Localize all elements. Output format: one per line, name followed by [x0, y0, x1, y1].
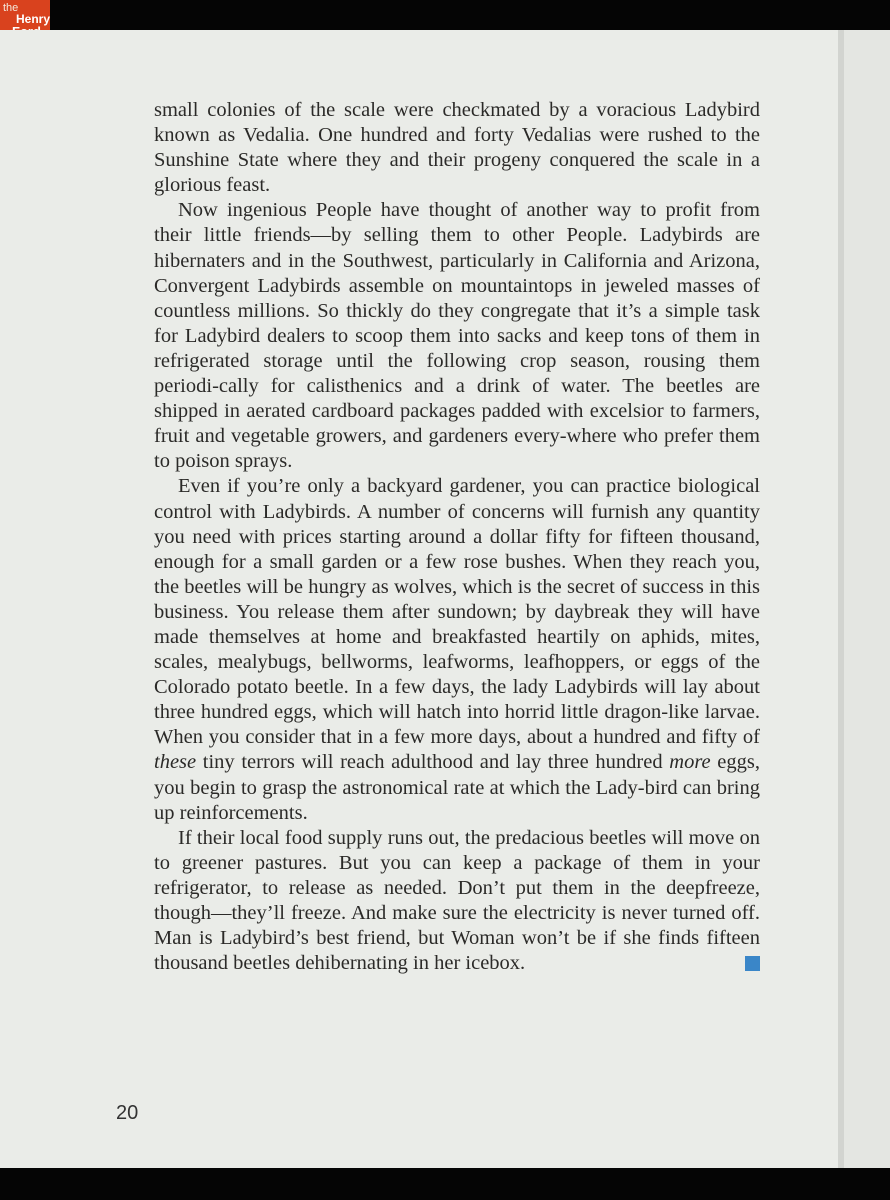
page-body-text: [154, 98, 760, 1088]
logo-henry-text: Henry: [16, 12, 51, 26]
paragraph-1: small colonies of the scale were checkmated by a voracious Ladybird known as Vedalia. One hundred and forty Vedalias were rushed to the Sunshine State where they and their progeny conquered the scale in a glorious feast.: [154, 99, 760, 197]
emphasis-more: more: [669, 751, 711, 774]
paragraph-3-part-3: eggs, you begin to grasp the astronomical rate at which the Lady-bird can bring up reinforcements.: [154, 751, 761, 824]
end-of-article-mark: [745, 956, 760, 971]
paragraph-2: Now ingenious People have thought of another way to profit from their little friends—by selling them to other People. Ladybirds are hibernaters and in the Southwest, particularly in California and Arizona, Convergent Ladybirds assemble on mountaintops in jeweled masses of countless millions. So thickly do they congregate that it’s a simple task for Ladybird dealers to scoop them into sacks and keep tons of them in refrigerated storage until the following crop season, rousing them periodi-cally for calisthenics and a drink of water. The beetles are shipped in aerated cardboard packages padded with excelsior to farmers, fruit and vegetable growers, and gardeners every-where who prefer them to poison sprays.: [154, 199, 760, 473]
paragraph-3: [154, 474, 760, 825]
page-number: 20: [116, 1102, 139, 1124]
paragraph-4: [154, 826, 760, 977]
paragraph-4-text: If their local food supply runs out, the predacious beetles will move on to greener pastures. But you can keep a package of them in your refrigerator, to release as needed. Don’t put them in the deepfreeze, though—they’ll freeze. And make sure the electricity is never turned off. Man is Ladybird’s best friend, but Woman won’t be if she finds fifteen thousand beetles dehibernating in her icebox.: [154, 826, 760, 975]
facing-page-edge: [844, 30, 890, 1168]
emphasis-these: these: [154, 751, 197, 774]
paragraph-3-part-1: Even if you’re only a backyard gardener, you can practice biological control with Ladybirds. A number of concerns will furnish any quantity you need with prices starting around a dollar fifty for fifteen thousand, enough for a small garden or a few rose bushes. When they reach you, the beetles will be hungry as wolves, which is the secret of success in this business. You release them after sundown; by daybreak they will have made themselves at home and breakfasted heartily on aphids, mites, scales, mealybugs, bellworms, leafworms, leafhoppers, or eggs of the Colorado potato beetle. In a few days, the lady Ladybirds will lay about three hundred eggs, which will hatch into horrid little dragon-like larvae. When you consider that in a few more days, about a hundred and fifty of: [154, 475, 760, 749]
logo-the-text: the: [3, 2, 19, 14]
paragraph-3-part-2: tiny terrors will reach adulthood and lay three hundred: [196, 751, 670, 774]
